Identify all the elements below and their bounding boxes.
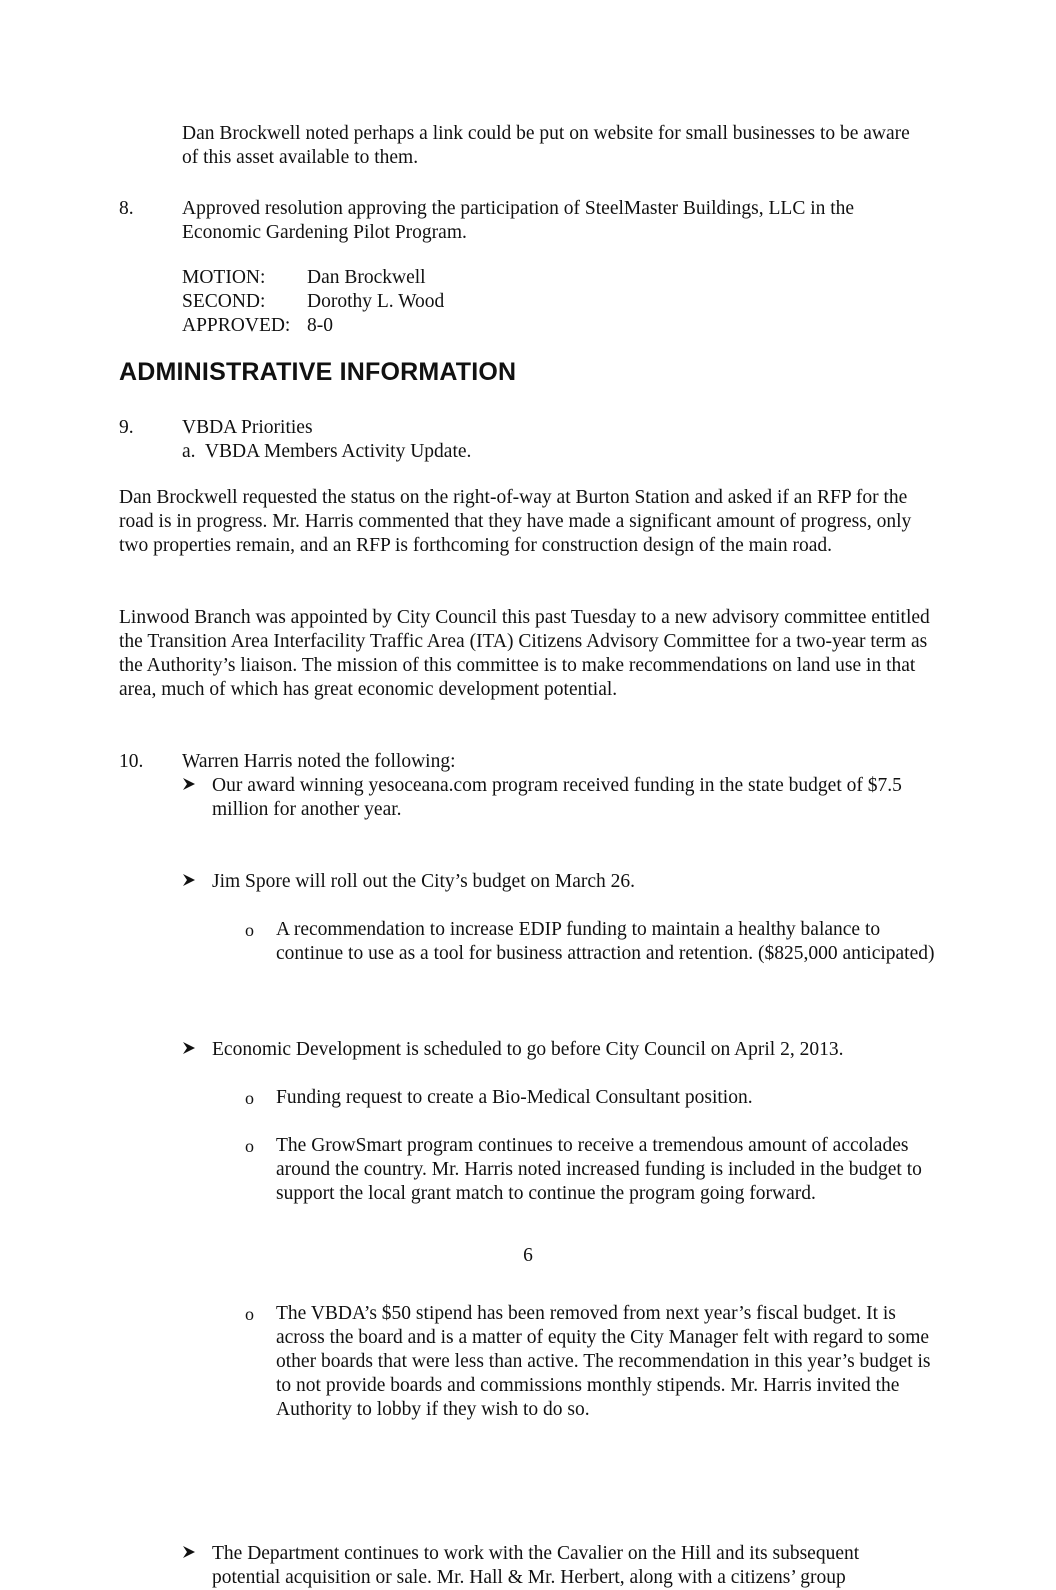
bullet-item [182,870,922,894]
item-10-intro: Warren Harris noted the following: [182,751,456,772]
motion-label: MOTION: [182,267,266,288]
paragraph-burton: Dan Brockwell requested the status on the right-of-way at Burton Station and asked if an RFP for the road is in progress. Mr. Harris commented that they have made a significant amount of progress, only two properties remain, and an RFP is forthcoming for construction design of the main road. [119,487,912,556]
item-9-title: VBDA Priorities [182,417,313,438]
sub-bullet-text: A recommendation to increase EDIP funding to maintain a healthy balance to continue to use as a tool for business attraction and retention. ($825,000 anticipated) [276,919,935,964]
second-label: SECOND: [182,291,266,312]
sub-bullet-marker: o [245,1136,254,1156]
section-heading: ADMINISTRATIVE INFORMATION [119,358,517,386]
sub-bullet-item [245,1134,935,1206]
bullet-item [182,774,922,822]
motion-row [182,266,582,290]
arrow-bullet-icon [182,873,196,887]
sub-bullet-item [245,1302,935,1422]
motion-value: Dan Brockwell [307,267,426,288]
second-value: Dorothy L. Wood [307,291,445,312]
item-8-text: Approved resolution approving the participation of SteelMaster Buildings, LLC in the Economic Gardening Pilot Program. [182,198,855,243]
bullet-item [182,1038,922,1062]
item-9-number: 9. [119,417,134,438]
arrow-bullet-icon [182,777,196,791]
paragraph-linwood: Linwood Branch was appointed by City Council this past Tuesday to a new advisory committee entitled the Transition Area Interfacility Traffic Area (ITA) Citizens Advisory Committee for a two-year term as the Authority’s liaison. The mission of this committee is to make recommendations on land use in that area, much of which has great economic development potential. [119,607,930,700]
approved-value: 8-0 [307,315,333,336]
approved-row [182,314,582,338]
bullet-text: Jim Spore will roll out the City’s budget on March 26. [212,871,636,892]
item-9-sub-a: a. VBDA Members Activity Update. [182,441,472,462]
bullet-text: Economic Development is scheduled to go before City Council on April 2, 2013. [212,1039,844,1060]
sub-bullet-marker: o [245,920,254,940]
sub-bullet-item [245,1086,935,1110]
sub-bullet-marker: o [245,1088,254,1108]
second-row [182,290,582,314]
arrow-bullet-icon [182,1041,196,1055]
bullet-text: The Department continues to work with the Cavalier on the Hill and its subsequent potential acquisition or sale. Mr. Hall & Mr. Herbert, along with a citizens’ group [212,1543,860,1588]
sub-bullet-item [245,918,935,966]
item-8-number: 8. [119,198,134,219]
sub-bullet-text: The GrowSmart program continues to receive a tremendous amount of accolades around the country. Mr. Harris noted increased funding is included in the budget to support the local grant match to continue the program going forward. [276,1135,922,1204]
page-number: 6 [523,1245,533,1266]
bullet-item [182,1542,922,1590]
bullet-text: Our award winning yesoceana.com program received funding in the state budget of $7.5 million for another year. [212,775,902,820]
sub-bullet-text: Funding request to create a Bio-Medical Consultant position. [276,1087,753,1108]
sub-bullet-text: The VBDA’s $50 stipend has been removed from next year’s fiscal budget. It is across the board and is a matter of equity the City Manager felt with regard to some other boards that were less than active. The recommendation in this year’s budget is to not provide boards and commissions monthly stipends. Mr. Harris invited the Authority to lobby if they wish to do so. [276,1303,931,1420]
approved-label: APPROVED: [182,315,291,336]
motion-block [182,266,582,338]
arrow-bullet-icon [182,1545,196,1559]
item-10-number: 10. [119,751,144,772]
sub-bullet-marker: o [245,1304,254,1324]
intro-paragraph: Dan Brockwell noted perhaps a link could be put on website for small businesses to be aware of this asset available to them. [182,123,910,168]
